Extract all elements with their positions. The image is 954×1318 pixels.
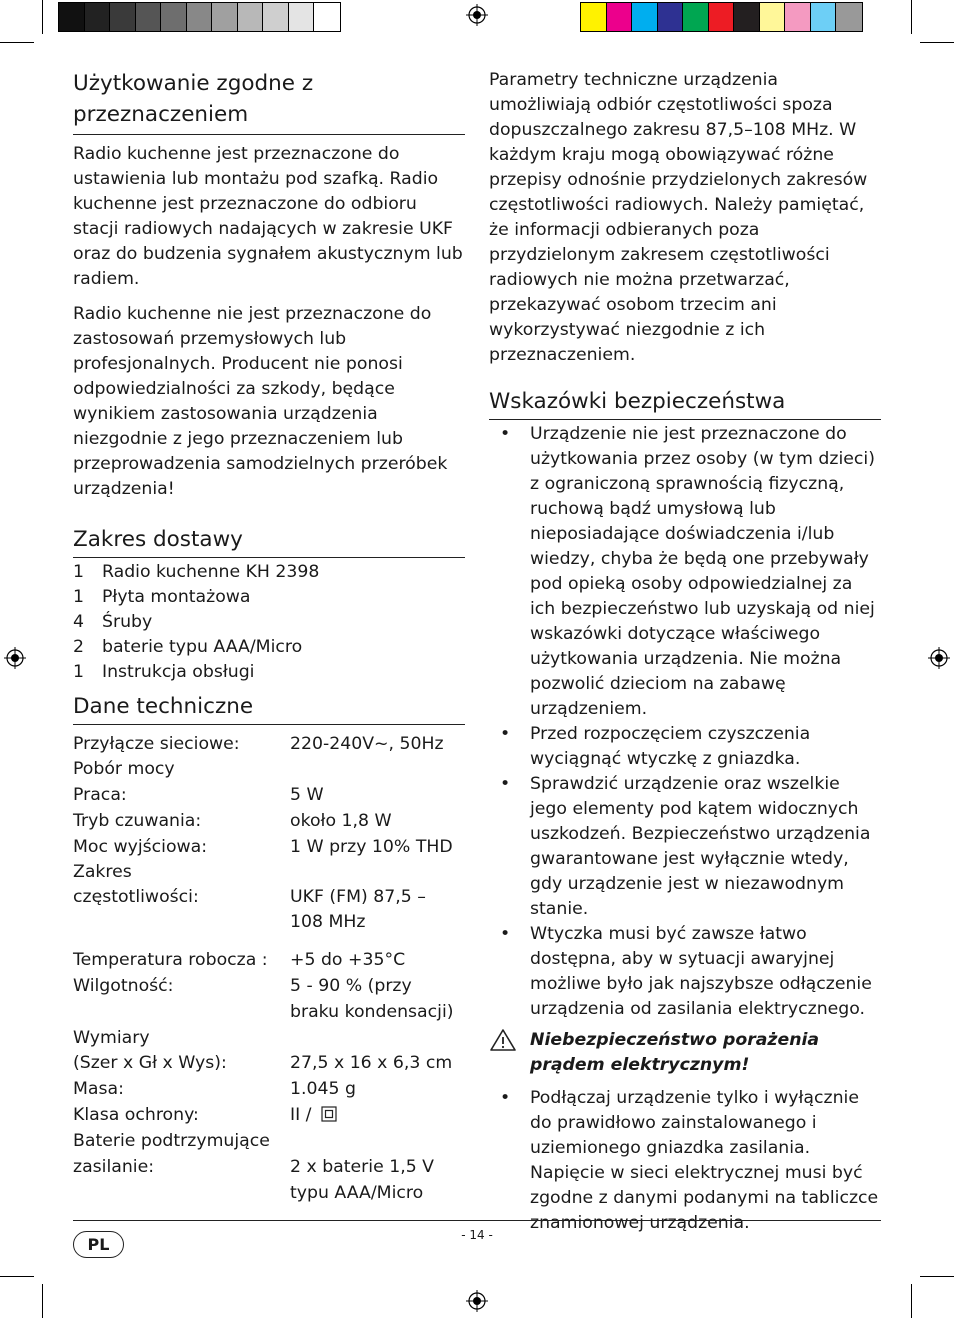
registration-mark-icon [928,647,950,669]
spec-row: Praca: 5 W [73,785,324,805]
protection-class-ii-icon [321,1106,337,1122]
color-swatches [580,2,863,32]
spec-row: Klasa ochrony: II / [73,1103,465,1128]
color-swatch [734,3,760,31]
registration-mark-icon [466,1290,488,1312]
safety-title: Wskazówki bezpieczeństwa [489,389,786,414]
color-swatch [581,3,607,31]
spec-row: Przyłącze sieciowe: 220-240V~, 50Hz [73,734,444,754]
color-swatch [289,3,315,31]
color-swatch [658,3,684,31]
color-swatch [314,3,340,31]
color-swatch [836,3,862,31]
spec-row: Temperatura robocza : +5 do +35°C [73,950,406,970]
intended-use-heading-block [73,68,465,135]
list-item: 1 Radio kuchenne KH 2398 [73,562,320,582]
color-swatch [607,3,633,31]
spec-row: Wymiary [73,1028,150,1048]
list-item: 1 Płyta montażowa [73,587,251,607]
safety-heading-block [489,386,881,420]
spec-row: zasilanie: 2 x baterie 1,5 V [73,1157,435,1177]
spec-row: częstotliwości: UKF (FM) 87,5 – [73,887,426,907]
spec-row: Masa: 1.045 g [73,1079,356,1099]
list-item: • Urządzenie nie jest przeznaczone do użytkowania przez osoby (w tym dzieci) z ograniczoną sprawnością fizyczną, ruchową bądź umysłową lub nieposiadające doświadczenia i/lub wiedzy, chyba że będą one przebywały pod opieką osoby odpowiedzialnej za ich bezpieczeństwo lub uzyskają od niej wskazówki dotyczące właściwego użytkowania urządzenia. Nie można pozwolić dzieciom na zabawę urządzeniem. [500,424,875,719]
list-item: • Wtyczka musi być zawsze łatwo dostępna, aby w sytuacji awaryjnej możliwe było jak najszybsze odłączenie urządzenia od zasilania elektrycznego. [500,924,872,1019]
list-item: 1 Instrukcja obsługi [73,662,255,682]
delivery-heading-block [73,524,465,558]
color-swatch [187,3,213,31]
color-swatch [709,3,735,31]
intended-use-title: Użytkowanie zgodne z przeznaczeniem [73,71,314,127]
delivery-title: Zakres dostawy [73,527,243,552]
page-number: - 14 - [461,1228,493,1242]
spec-row: typu AAA/Micro [290,1183,424,1203]
color-swatch [212,3,238,31]
delivery-list [73,560,465,685]
tech-spec-table [73,732,465,1206]
color-swatch [238,3,264,31]
color-swatch [85,3,111,31]
right-column [489,68,881,1236]
safety-list [489,422,881,1022]
color-swatch [136,3,162,31]
spec-row: Moc wyjściowa: 1 W przy 10% THD [73,837,453,857]
list-item: • Sprawdzić urządzenie oraz wszelkie jego elementy pod kątem widocznych uszkodzeń. Bezpieczeństwo urządzenia gwarantowane jest wyłącznie wtedy, gdy urządzenie jest w niezawodnym stanie. [500,774,871,919]
tech-heading-block [73,691,465,725]
list-item: 4 Śruby [73,612,153,632]
warning-text: Niebezpieczeństwo porażenia prądem elektrycznym! [530,1030,820,1075]
color-swatch [811,3,837,31]
warning-triangle-icon [489,1028,517,1052]
list-item: • Przed rozpoczęciem czyszczenia wyciągnąć wtyczkę z gniazdka. [500,724,811,769]
spec-row: 108 MHz [290,912,366,932]
color-swatch [785,3,811,31]
color-swatch [110,3,136,31]
color-swatch [263,3,289,31]
spec-row: (Szer x Gł x Wys): 27,5 x 16 x 6,3 cm [73,1053,453,1073]
electric-shock-warning [489,1028,881,1078]
color-swatch [683,3,709,31]
footer-divider [73,1220,881,1221]
spec-row: braku kondensacji) [290,1002,454,1022]
left-column [73,68,465,1206]
list-item: • Podłączaj urządzenie tylko i wyłącznie do prawidłowo zainstalowanego i uziemionego gniazdka zasilania. Napięcie w sieci elektrycznej musi być zgodne z danymi podanymi na tabliczce znamionowej urządzenia. [500,1088,879,1233]
tech-title: Dane techniczne [73,694,254,719]
intended-use-paragraph-1: Radio kuchenne jest przeznaczone do ustawienia lub montażu pod szafką. Radio kuchenne jest przeznaczone do odbioru stacji radiowych nadających w zakresie UKF oraz do budzenia sygnałem akustycznym lub radiem. [73,144,463,289]
registration-mark-icon [466,4,488,26]
spec-row: Zakres [73,862,132,882]
registration-mark-icon [4,647,26,669]
safety-list-2 [489,1086,881,1236]
spec-row: Pobór mocy [73,759,175,779]
color-swatch [632,3,658,31]
list-item: 2 baterie typu AAA/Micro [73,637,303,657]
spec-row: Baterie podtrzymujące [73,1131,270,1151]
spec-row: Tryb czuwania: około 1,8 W [73,811,392,831]
grayscale-swatches [58,2,341,32]
color-swatch [161,3,187,31]
spec-row: Wilgotność: 5 - 90 % (przy [73,976,412,996]
color-swatch [760,3,786,31]
color-swatch [59,3,85,31]
frequency-notice-paragraph: Parametry techniczne urządzenia umożliwiają odbiór częstotliwości spoza dopuszczalnego zakresu 87,5–108 MHz. W każdym kraju mogą obowiązywać różne przepisy odnośnie przydzielonych zakresów częstotliwości radiowych. Należy pamiętać, że informacji odbieranych poza przydzielonym zakresem częstotliwości radiowych nie można przetwarzać, przekazywać osobom trzecim ani wykorzystywać niezgodnie z ich przeznaczeniem. [489,70,868,365]
intended-use-paragraph-2: Radio kuchenne nie jest przeznaczone do zastosowań przemysłowych lub profesjonalnych. Producent nie ponosi odpowiedzialności za szkody, będące wynikiem zastosowania urządzenia niezgodnie z jego przeznaczeniem lub przeprowadzenia samodzielnych przeróbek urządzenia! [73,304,448,499]
language-badge: PL [73,1231,124,1258]
